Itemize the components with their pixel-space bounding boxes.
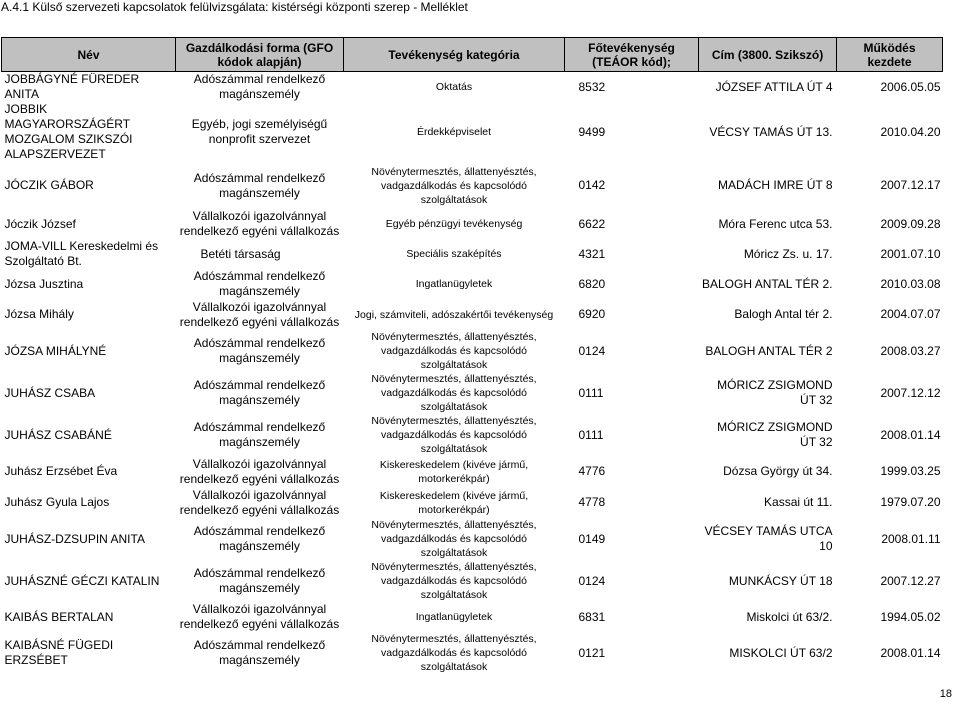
row-activity: Ingatlanügyletek	[415, 278, 493, 290]
row-teaor: 0111	[578, 427, 604, 442]
row-address: VÉCSEY TAMÁS UTCA 10	[704, 524, 833, 553]
row-address: MUNKÁCSY ÚT 18	[728, 573, 833, 588]
row-name: Józsa Mihály	[4, 307, 74, 321]
row-form: Adószámmal rendelkező magánszemély	[193, 336, 326, 365]
row-address: VÉCSY TAMÁS ÚT 13.	[709, 124, 833, 139]
row-name: JÓCZIK GÁBOR	[4, 178, 94, 192]
row-name: JUHÁSZNÉ GÉCZI KATALIN	[4, 573, 160, 588]
table-row	[2, 102, 943, 162]
row-address: Móricz Zs. u. 17.	[743, 246, 833, 261]
row-start: 1979.07.20	[880, 495, 941, 509]
row-teaor: 0111	[578, 385, 604, 400]
row-form: Adószámmal rendelkező magánszemély	[193, 170, 326, 200]
row-name: JOMA-VILL Kereskedelmi és Szolgáltató Bt.	[4, 239, 159, 268]
row-start: 2008.01.14	[880, 427, 941, 442]
row-start: 2007.12.12	[880, 385, 941, 400]
row-address: BALOGH ANTAL TÉR 2	[705, 343, 833, 358]
row-activity: Növénytermesztés, állattenyésztés, vadgazdálkodás és kapcsolódó szolgáltatások	[371, 331, 537, 371]
row-teaor: 0124	[578, 573, 606, 588]
row-teaor: 6820	[578, 276, 606, 291]
row-start: 2010.04.20	[880, 124, 941, 139]
row-form: Vállalkozói igazolvánnyal rendelkező egyéni vállalkozás	[179, 299, 340, 329]
header-teaor: Főtevékenység (TEÁOR kód);	[565, 38, 699, 72]
row-address: Móra Ferenc utca 53.	[718, 216, 833, 231]
row-form: Betéti társaság	[200, 246, 281, 261]
row-teaor: 4321	[578, 246, 606, 261]
row-name: KAIBÁSNÉ FÜGEDI ERZSÉBET	[4, 638, 114, 667]
row-teaor: 4776	[578, 464, 606, 478]
row-form: Vállalkozói igazolvánnyal rendelkező egyéni vállalkozás	[179, 487, 340, 517]
row-name: Juhász Gyula Lajos	[4, 495, 110, 509]
row-form: Adószámmal rendelkező magánszemély	[193, 638, 326, 667]
row-activity: Oktatás	[435, 81, 473, 93]
row-form: Adószámmal rendelkező magánszemély	[193, 524, 326, 553]
row-address: BALOGH ANTAL TÉR 2.	[702, 276, 833, 291]
row-activity: Növénytermesztés, állattenyésztés, vadgazdálkodás és kapcsolódó szolgáltatások	[371, 633, 537, 673]
row-form: Adószámmal rendelkező magánszemély	[193, 378, 326, 407]
row-form: Adószámmal rendelkező magánszemély	[193, 420, 326, 449]
table-row	[2, 414, 943, 456]
row-address: MÓRICZ ZSIGMOND ÚT 32	[717, 420, 833, 449]
row-activity: Növénytermesztés, állattenyésztés, vadgazdálkodás és kapcsolódó szolgáltatások	[371, 165, 537, 206]
row-name: Juhász Erzsébet Éva	[4, 464, 118, 478]
row-form: Vállalkozói igazolvánnyal rendelkező egyéni vállalkozás	[179, 602, 340, 631]
row-name: JUHÁSZ CSABÁNÉ	[4, 427, 112, 442]
row-teaor: 0121	[578, 645, 606, 660]
row-start: 2009.09.28	[880, 216, 941, 231]
row-activity: Speciális szaképítés	[406, 248, 502, 260]
table-row	[2, 209, 943, 239]
header-address: Cím (3800. Szikszó)	[699, 38, 837, 72]
organizations-table	[1, 37, 943, 674]
page-number: 18	[939, 688, 952, 700]
row-activity: Jogi, számviteli, adószakértői tevékenység	[354, 308, 554, 321]
row-start: 2010.03.08	[880, 276, 941, 291]
header-name: Név	[2, 38, 176, 72]
row-activity: Ingatlanügyletek	[415, 611, 493, 623]
row-address: Kassai út 11.	[764, 495, 833, 509]
row-activity: Növénytermesztés, állattenyésztés, vadgazdálkodás és kapcsolódó szolgáltatások	[371, 519, 537, 559]
table-row	[2, 518, 943, 560]
table-row	[2, 456, 943, 487]
table-row	[2, 560, 943, 602]
row-address: MÓRICZ ZSIGMOND ÚT 32	[717, 378, 833, 407]
row-form: Egyéb, jogi személyiségű nonprofit szervezet	[191, 117, 328, 146]
row-address: Miskolci út 63/2.	[746, 609, 833, 624]
row-name: JUHÁSZ-DZSUPIN ANITA	[4, 531, 145, 546]
row-teaor: 8532	[578, 79, 606, 94]
row-teaor: 0124	[578, 343, 606, 358]
row-activity: Érdekképviselet	[416, 126, 492, 138]
row-form: Vállalkozói igazolvánnyal rendelkező egyéni vállalkozás	[179, 209, 340, 238]
row-teaor: 6831	[578, 609, 606, 624]
row-start: 2008.01.14	[880, 645, 941, 660]
row-name: JÓZSA MIHÁLYNÉ	[4, 343, 107, 358]
row-teaor: 0142	[578, 178, 606, 192]
row-teaor: 6920	[578, 307, 606, 321]
row-start: 2008.01.11	[881, 531, 941, 546]
header-form: Gazdálkodási forma (GFO kódok alapján)	[176, 38, 344, 72]
row-start: 2008.03.27	[880, 343, 941, 358]
row-form: Adószámmal rendelkező magánszemély	[193, 269, 326, 298]
row-address: MISKOLCI ÚT 63/2	[729, 645, 833, 660]
row-activity: Kiskereskedelem (kivéve jármű, motorkerékpár)	[379, 489, 529, 516]
row-start: 2001.07.10	[880, 246, 941, 261]
table-row	[2, 602, 943, 632]
row-name: KAIBÁS BERTALAN	[4, 609, 114, 624]
row-address: Balogh Antal tér 2.	[734, 307, 833, 321]
table-row	[2, 372, 943, 414]
table-row	[2, 72, 943, 103]
row-teaor: 9499	[578, 124, 606, 139]
row-form: Adószámmal rendelkező magánszemély	[193, 72, 326, 101]
row-form: Vállalkozói igazolvánnyal rendelkező egyéni vállalkozás	[179, 456, 340, 486]
row-name: JOBBIK MAGYARORSZÁGÉRT MOZGALOM SZIKSZÓI ALAPSZERVEZET	[4, 102, 133, 161]
row-address: Dózsa György út 34.	[723, 464, 833, 478]
table-row	[2, 299, 943, 330]
row-start: 2006.05.05	[880, 79, 941, 94]
row-address: MADÁCH IMRE ÚT 8	[718, 178, 833, 192]
row-start: 1994.05.02	[880, 609, 941, 624]
table-row	[2, 162, 943, 209]
row-activity: Kiskereskedelem (kivéve jármű, motorkerékpár)	[379, 458, 529, 485]
table-row	[2, 632, 943, 674]
table-header-row	[2, 38, 943, 72]
row-name: JOBBÁGYNÉ FÜREDER ANITA	[4, 72, 140, 101]
row-start: 2004.07.07	[880, 307, 941, 321]
table-row	[2, 239, 943, 269]
row-teaor: 6622	[578, 216, 606, 231]
header-start: Működés kezdete	[837, 38, 943, 72]
row-form: Adószámmal rendelkező magánszemély	[193, 566, 326, 595]
row-start: 2007.12.27	[880, 573, 941, 588]
row-address: JÓZSEF ATTILA ÚT 4	[715, 79, 833, 94]
row-activity: Növénytermesztés, állattenyésztés, vadgazdálkodás és kapcsolódó szolgáltatások	[371, 561, 537, 601]
row-start: 1999.03.25	[880, 464, 941, 478]
row-name: Jóczik József	[4, 216, 76, 231]
row-start: 2007.12.17	[880, 178, 941, 192]
row-name: JUHÁSZ CSABA	[4, 385, 96, 400]
row-name: Józsa Jusztina	[4, 276, 84, 291]
header-activity: Tevékenység kategória	[344, 38, 565, 72]
table-row	[2, 269, 943, 299]
table-row	[2, 487, 943, 518]
row-activity: Növénytermesztés, állattenyésztés, vadgazdálkodás és kapcsolódó szolgáltatások	[371, 373, 537, 413]
row-teaor: 0149	[578, 531, 606, 546]
document-title: A.4.1 Külső szervezeti kapcsolatok felülvizsgálata: kistérségi központi szerep - Melléklet	[1, 0, 468, 14]
table-row	[2, 330, 943, 372]
row-activity: Egyéb pénzügyi tevékenység	[385, 218, 523, 230]
row-activity: Növénytermesztés, állattenyésztés, vadgazdálkodás és kapcsolódó szolgáltatások	[371, 415, 537, 455]
row-teaor: 4778	[578, 495, 606, 509]
